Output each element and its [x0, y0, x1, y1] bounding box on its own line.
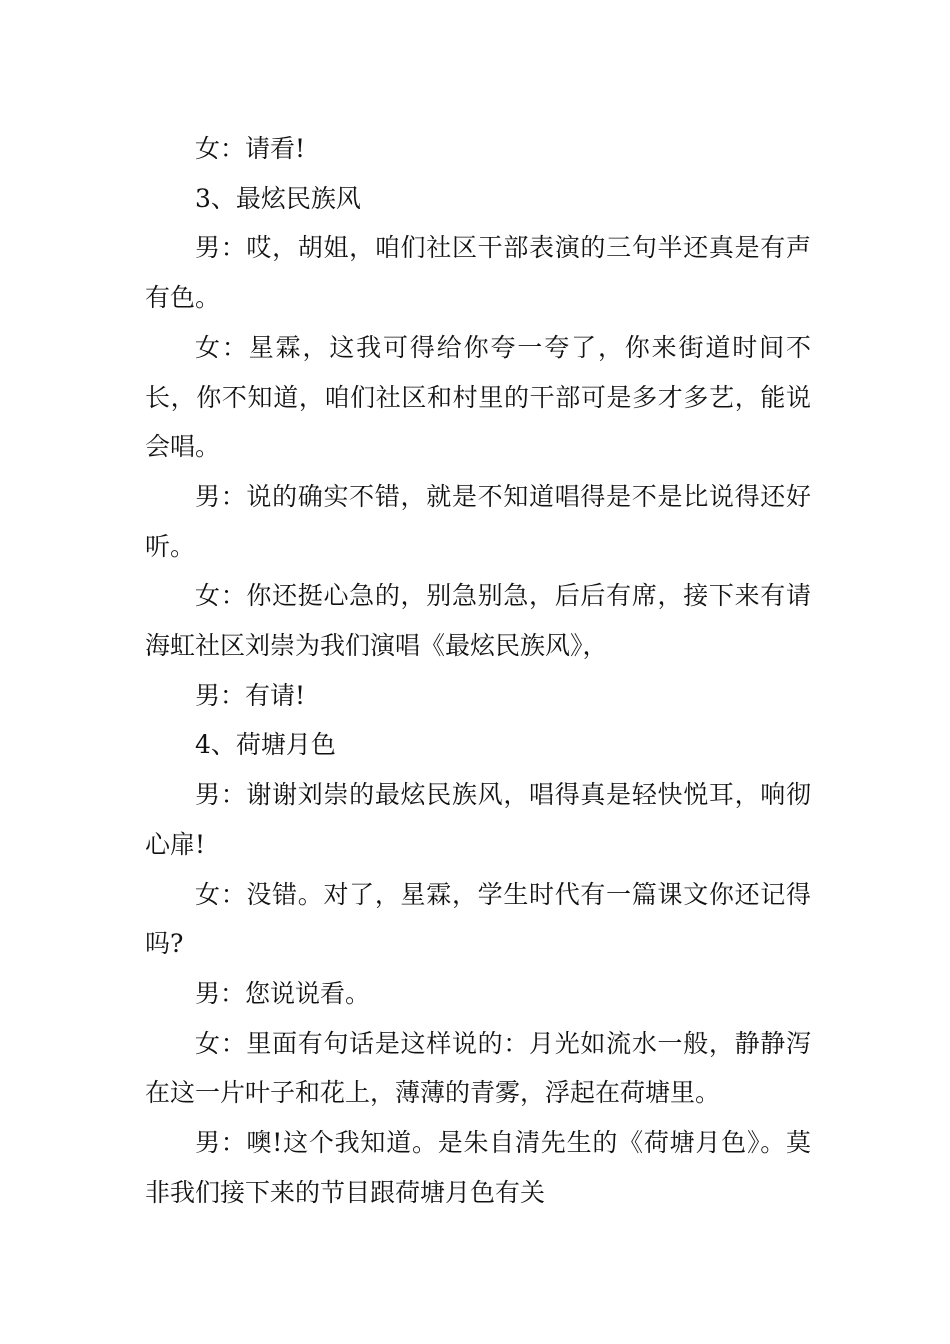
paragraph: 女：没错。对了，星霖，学生时代有一篇课文你还记得吗? — [145, 879, 811, 959]
paragraph: 男：噢!这个我知道。是朱自清先生的《荷塘月色》。莫非我们接下来的节目跟荷塘月色有关 — [145, 1128, 811, 1207]
section-heading: 4、荷塘月色 — [195, 730, 336, 760]
paragraph: 女：请看! — [195, 134, 306, 163]
paragraph: 男：谢谢刘崇的最炫民族风，唱得真是轻快悦耳，响彻心扉! — [145, 780, 811, 859]
paragraph: 男：哎，胡姐，咱们社区干部表演的三句半还真是有声有色。 — [145, 233, 811, 313]
paragraph: 女：你还挺心急的，别急别急，后后有席，接下来有请海虹社区刘崇为我们演唱《最炫民族风》， — [145, 581, 811, 661]
paragraph: 女：里面有句话是这样说的：月光如流水一般，静静泻在这一片叶子和花上，薄薄的青雾，浮起在荷塘里。 — [145, 1028, 811, 1108]
paragraph: 女：星霖，这我可得给你夸一夸了，你来街道时间不长，你不知道，咱们社区和村里的干部可是多才多艺，能说会唱。 — [145, 332, 811, 462]
paragraph: 男：说的确实不错，就是不知道唱得是不是比说得还好听。 — [145, 481, 811, 561]
section-heading: 3、最炫民族风 — [195, 183, 361, 213]
document-body — [145, 124, 811, 1217]
paragraph: 男：您说说看。 — [195, 978, 371, 1008]
paragraph: 男：有请! — [195, 680, 306, 710]
